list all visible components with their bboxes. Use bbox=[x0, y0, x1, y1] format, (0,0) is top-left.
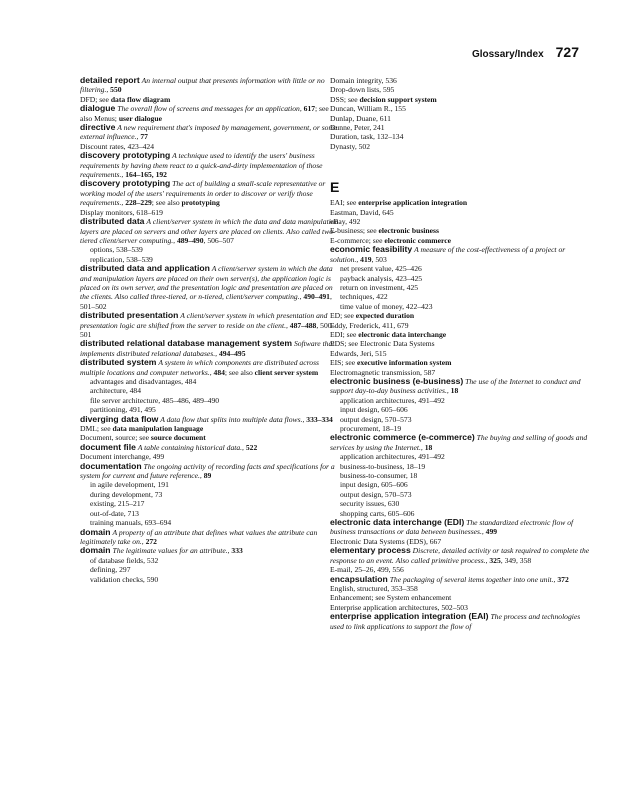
entry-text: Drop-down lists, 595 bbox=[330, 85, 395, 95]
glossary-definition: The overall flow of screens and messages for an application, bbox=[117, 104, 302, 114]
defining-page-ref: 77 bbox=[138, 132, 148, 142]
index-entry bbox=[330, 132, 592, 141]
entry-text: out-of-date, 713 bbox=[90, 508, 139, 518]
defining-page-ref: 484 bbox=[211, 367, 225, 377]
glossary-definition: The use of the Internet to conduct and support day-to-day business activities., bbox=[330, 376, 581, 396]
glossary-definition: A measure of the cost-effectiveness of a project or solution., bbox=[330, 245, 566, 264]
glossary-definition: The packaging of several items together into one unit., bbox=[389, 574, 556, 584]
running-title: Glossary/Index bbox=[471, 49, 544, 60]
index-subentry bbox=[80, 499, 342, 508]
entry-text: ED; see bbox=[330, 311, 354, 321]
index-subentry bbox=[330, 499, 592, 508]
glossary-definition: A technique used to identify the users' business requirements by having them react to a quick-and-dirty implementation of those requirements., bbox=[80, 151, 323, 180]
index-entry bbox=[330, 546, 592, 565]
index-subentry bbox=[80, 396, 342, 405]
entry-text: EDS; see Electronic Data Systems bbox=[330, 339, 435, 349]
index-entry bbox=[330, 142, 592, 151]
index-entry bbox=[330, 575, 592, 584]
index-subentry bbox=[330, 292, 592, 301]
page-refs: , 500–501 bbox=[80, 320, 336, 339]
entry-text: EIS; see bbox=[330, 358, 356, 368]
page-number: 727 bbox=[555, 44, 579, 60]
entry-text: business-to-business, 18–19 bbox=[340, 461, 426, 471]
index-subentry bbox=[80, 565, 342, 574]
index-subentry bbox=[330, 462, 592, 471]
glossary-term: dialogue bbox=[80, 103, 116, 114]
index-entry bbox=[330, 339, 592, 348]
index-entry bbox=[330, 245, 592, 264]
glossary-term: economic feasibility bbox=[330, 244, 413, 255]
glossary-term: distributed data bbox=[80, 216, 145, 227]
defining-page-ref: 18 bbox=[448, 386, 459, 396]
entry-text: DFD; see bbox=[80, 94, 109, 104]
glossary-definition: The ongoing activity of recording facts and specifications for a system for current and future reference., bbox=[80, 461, 335, 481]
glossary-term: encapsulation bbox=[330, 573, 388, 584]
glossary-term: document file bbox=[80, 441, 136, 452]
index-entry bbox=[80, 358, 342, 377]
entry-text: training manuals, 693–694 bbox=[90, 518, 172, 528]
cross-reference: electronic business bbox=[378, 226, 439, 236]
entry-text: application architectures, 491–492 bbox=[340, 452, 445, 462]
defining-page-ref: 490–491 bbox=[301, 292, 330, 302]
defining-page-ref: 89 bbox=[201, 471, 212, 481]
index-subentry bbox=[330, 471, 592, 480]
glossary-definition: An internal output that presents information with little or no filtering., bbox=[80, 76, 325, 95]
entry-text: replication, 538–539 bbox=[90, 254, 153, 264]
entry-text: Display monitors, 618–619 bbox=[80, 207, 163, 217]
index-entry bbox=[80, 462, 342, 481]
entry-text: security issues, 630 bbox=[340, 499, 400, 509]
entry-text: Dunne, Peter, 241 bbox=[330, 123, 385, 133]
entry-text: during development, 73 bbox=[90, 489, 163, 499]
right-column bbox=[330, 76, 592, 631]
defining-page-ref: 272 bbox=[143, 536, 157, 546]
right-column-top-entries bbox=[330, 76, 592, 151]
index-entry bbox=[330, 321, 592, 330]
entry-text: DSS; see bbox=[330, 94, 358, 104]
glossary-definition: Software that implements distributed relational databases., bbox=[80, 339, 335, 358]
glossary-term: electronic business (e-business) bbox=[330, 375, 464, 386]
index-entry bbox=[330, 104, 592, 113]
index-subentry bbox=[80, 480, 342, 489]
index-entry bbox=[330, 95, 592, 104]
glossary-definition: The act of building a small-scale representative or working model of the users' requirements in order to discover or verify those requirements., bbox=[80, 179, 326, 208]
cross-reference: electronic commerce bbox=[384, 235, 451, 245]
index-subentry bbox=[80, 556, 342, 565]
index-subentry bbox=[330, 452, 592, 461]
index-entry bbox=[330, 123, 592, 132]
glossary-definition: The buying and selling of goods and services by using the Internet., bbox=[330, 433, 588, 452]
cross-reference: source document bbox=[150, 433, 206, 443]
index-entry bbox=[80, 546, 342, 555]
entry-text: techniques, 422 bbox=[340, 292, 388, 302]
index-entry bbox=[330, 217, 592, 226]
defining-page-ref: 550 bbox=[108, 85, 122, 95]
index-subentry bbox=[80, 386, 342, 395]
entry-text: Document, source; see bbox=[80, 433, 149, 443]
defining-page-ref: 333–334 bbox=[304, 414, 333, 424]
cross-reference: decision support system bbox=[359, 94, 437, 104]
glossary-term: diverging data flow bbox=[80, 413, 159, 424]
cross-reference: data flow diagram bbox=[110, 94, 171, 104]
page-refs: , 503 bbox=[371, 254, 387, 264]
entry-text: Enterprise application architectures, 502–503 bbox=[330, 602, 468, 612]
glossary-term: distributed data and application bbox=[80, 263, 210, 274]
glossary-term: electronic commerce (e-commerce) bbox=[330, 432, 475, 443]
index-entry bbox=[330, 311, 592, 320]
entry-text: Discount rates, 423–424 bbox=[80, 141, 155, 151]
glossary-definition: A table containing historical data., bbox=[137, 442, 244, 452]
entry-text: net present value, 425–426 bbox=[340, 264, 422, 274]
index-subentry bbox=[330, 490, 592, 499]
index-entry bbox=[330, 593, 592, 602]
index-entry bbox=[80, 217, 342, 245]
index-subentry bbox=[330, 415, 592, 424]
glossary-term: elementary process bbox=[330, 545, 411, 556]
cross-reference: client server system bbox=[254, 367, 319, 377]
entry-text: return on investment, 425 bbox=[340, 282, 419, 292]
right-column-e-entries bbox=[330, 198, 592, 631]
glossary-term: domain bbox=[80, 526, 111, 537]
glossary-term: discovery prototyping bbox=[80, 150, 171, 161]
index-entry bbox=[80, 424, 342, 433]
index-entry bbox=[330, 76, 592, 85]
index-subentry bbox=[80, 575, 342, 584]
entry-text: Electromagnetic transmission, 587 bbox=[330, 367, 436, 377]
page-header bbox=[472, 44, 579, 60]
index-entry bbox=[330, 330, 592, 339]
cross-reference: data manipulation language bbox=[112, 424, 204, 434]
index-entry bbox=[80, 264, 342, 311]
index-subentry bbox=[330, 274, 592, 283]
entry-text: Enhancement; see System enhancement bbox=[330, 593, 452, 603]
index-subentry bbox=[330, 283, 592, 292]
entry-text: E-mail, 25–26, 499, 556 bbox=[330, 565, 404, 575]
index-entry bbox=[80, 339, 342, 358]
entry-text: procurement, 18–19 bbox=[340, 424, 402, 433]
entry-text: existing, 215–217 bbox=[90, 499, 145, 509]
index-entry bbox=[330, 377, 592, 396]
entry-text: input design, 605–606 bbox=[340, 480, 408, 490]
glossary-term: distributed presentation bbox=[80, 310, 179, 321]
page-refs: ; see also bbox=[151, 198, 180, 208]
index-subentry bbox=[80, 377, 342, 386]
cross-reference: electronic data interchange bbox=[358, 329, 447, 339]
index-entry bbox=[330, 85, 592, 94]
index-subentry bbox=[330, 405, 592, 414]
index-entry bbox=[330, 114, 592, 123]
index-entry bbox=[80, 415, 342, 424]
entry-text: E-business; see bbox=[330, 226, 377, 236]
index-entry bbox=[330, 198, 592, 207]
glossary-definition: A system in which components are distributed across multiple locations and computer networks., bbox=[80, 358, 319, 377]
index-entry bbox=[330, 358, 592, 367]
entry-text: shopping carts, 605–606 bbox=[340, 508, 415, 518]
glossary-term: distributed system bbox=[80, 357, 157, 368]
entry-text: options, 538–539 bbox=[90, 245, 143, 255]
section-letter-heading: E bbox=[330, 179, 340, 196]
defining-page-ref: 522 bbox=[243, 442, 258, 452]
entry-text: business-to-consumer, 18 bbox=[340, 471, 418, 481]
glossary-definition: A data flow that splits into multiple data flows., bbox=[160, 414, 305, 424]
index-entry bbox=[330, 612, 592, 631]
glossary-term: documentation bbox=[80, 460, 142, 471]
entry-text: Eastman, David, 645 bbox=[330, 207, 394, 217]
index-entry bbox=[80, 179, 342, 207]
page-refs: ; see also Menus; bbox=[80, 104, 329, 123]
cross-reference: user dialogue bbox=[118, 113, 162, 123]
entry-text: Eddy, Frederick, 411, 679 bbox=[330, 320, 409, 330]
entry-text: defining, 297 bbox=[90, 565, 131, 575]
glossary-definition: The legitimate values for an attribute., bbox=[112, 546, 230, 556]
entry-text: partitioning, 491, 495 bbox=[90, 405, 156, 415]
defining-page-ref: 494–495 bbox=[217, 348, 246, 358]
cross-reference: enterprise application integration bbox=[358, 198, 468, 208]
entry-text: eBay, 492 bbox=[330, 217, 361, 227]
cross-reference: prototyping bbox=[181, 198, 220, 208]
glossary-definition: The process and technologies used to link applications to support the flow of bbox=[330, 612, 581, 631]
entry-text: time value of money, 422–423 bbox=[340, 301, 433, 311]
glossary-term: distributed relational database management system bbox=[80, 338, 293, 349]
defining-page-ref: 325 bbox=[487, 555, 501, 565]
cross-reference: expected duration bbox=[355, 311, 415, 321]
entry-text: EDI; see bbox=[330, 329, 357, 339]
defining-page-ref: 372 bbox=[555, 574, 569, 584]
page-refs: ; see also bbox=[224, 367, 253, 377]
index-subentry bbox=[80, 509, 342, 518]
entry-text: in agile development, 191 bbox=[90, 480, 169, 490]
glossary-definition: The standardized electronic flow of business transactions or data between businesses., bbox=[330, 518, 574, 537]
cross-reference: executive information system bbox=[357, 358, 452, 368]
glossary-term: domain bbox=[80, 545, 111, 556]
entry-text: file server architecture, 485–486, 489–490 bbox=[90, 395, 220, 405]
glossary-definition: A client/server system in which the data and manipulation layers are placed on their own server(s), the application logic is placed on its own server, and the presentation logic and presentation are placed on the clients. Also called three-tiered, or n-tiered, client/server computing., bbox=[80, 264, 333, 302]
index-subentry bbox=[80, 490, 342, 499]
entry-text: output design, 570–573 bbox=[340, 489, 412, 499]
index-entry bbox=[80, 104, 342, 123]
defining-page-ref: 164–165, 192 bbox=[123, 170, 167, 180]
entry-text: payback analysis, 423–425 bbox=[340, 273, 423, 283]
entry-text: of database fields, 532 bbox=[90, 555, 159, 565]
index-entry bbox=[330, 208, 592, 217]
page-refs: , 506–507 bbox=[203, 235, 234, 245]
defining-page-ref: 617 bbox=[301, 104, 316, 114]
index-subentry bbox=[330, 302, 592, 311]
defining-page-ref: 499 bbox=[483, 527, 498, 537]
index-entry bbox=[330, 518, 592, 537]
defining-page-ref: 487–488 bbox=[287, 320, 317, 330]
index-entry bbox=[330, 226, 592, 235]
entry-text: EAI; see bbox=[330, 198, 357, 208]
entry-text: Edwards, Jeri, 515 bbox=[330, 348, 387, 358]
index-entry bbox=[80, 443, 342, 452]
glossary-term: enterprise application integration (EAI) bbox=[330, 611, 489, 622]
entry-text: English, structured, 353–358 bbox=[330, 583, 418, 593]
entry-text: Dynasty, 502 bbox=[330, 141, 371, 151]
index-entry bbox=[330, 433, 592, 452]
glossary-definition: A property of an attribute that defines what values the attribute can legitimately take on., bbox=[80, 527, 318, 546]
index-entry bbox=[330, 349, 592, 358]
entry-text: output design, 570–573 bbox=[340, 414, 412, 424]
index-entry bbox=[80, 76, 342, 95]
index-subentry bbox=[80, 245, 342, 254]
entry-text: E-commerce; see bbox=[330, 235, 383, 245]
entry-text: validation checks, 590 bbox=[90, 574, 159, 584]
entry-text: application architectures, 491–492 bbox=[340, 395, 445, 405]
entry-text: Document interchange, 499 bbox=[80, 452, 165, 462]
index-subentry bbox=[330, 480, 592, 489]
index-entry bbox=[80, 95, 342, 104]
glossary-definition: Discrete, detailed activity or task required to complete the response to an event. Also called primitive process., bbox=[330, 546, 590, 565]
glossary-term: discovery prototyping bbox=[80, 178, 171, 189]
defining-page-ref: 419 bbox=[358, 254, 372, 264]
defining-page-ref: 489–490 bbox=[175, 235, 204, 245]
glossary-definition: A new requirement that's imposed by management, government, or some external influence., bbox=[80, 123, 338, 142]
entry-text: Electronic Data Systems (EDS), 667 bbox=[330, 536, 442, 546]
left-column bbox=[80, 76, 342, 584]
index-entry bbox=[80, 311, 342, 339]
index-entry bbox=[80, 123, 342, 142]
defining-page-ref: 228–229 bbox=[123, 198, 152, 208]
entry-text: architecture, 484 bbox=[90, 386, 142, 396]
defining-page-ref: 18 bbox=[422, 442, 433, 452]
index-entry bbox=[80, 528, 342, 547]
index-subentry bbox=[330, 264, 592, 273]
entry-text: Dunlap, Duane, 611 bbox=[330, 113, 391, 123]
entry-text: DML; see bbox=[80, 424, 111, 434]
entry-text: Duncan, William R., 155 bbox=[330, 104, 406, 114]
entry-text: Domain integrity, 536 bbox=[330, 76, 397, 85]
glossary-term: directive bbox=[80, 122, 116, 133]
index-entry bbox=[80, 151, 342, 179]
defining-page-ref: 333 bbox=[229, 546, 243, 556]
entry-text: Duration, task, 132–134 bbox=[330, 132, 404, 142]
glossary-term: electronic data interchange (EDI) bbox=[330, 517, 465, 528]
entry-text: advantages and disadvantages, 484 bbox=[90, 377, 197, 386]
index-subentry bbox=[80, 518, 342, 527]
entry-text: input design, 605–606 bbox=[340, 405, 408, 415]
glossary-term: detailed report bbox=[80, 75, 140, 85]
index-subentry bbox=[330, 396, 592, 405]
page-refs: , 349, 358 bbox=[500, 555, 532, 565]
index-entry bbox=[330, 584, 592, 593]
glossary-definition: A client/server system in which the data and data manipulation layers are placed on servers and other layers are placed on clients. Also called two-tiered client/server computing., bbox=[80, 217, 339, 245]
page-refs: , 501–502 bbox=[80, 292, 332, 311]
glossary-definition: A client/server system in which presentation and presentation logic are shifted from the server to reside on the client., bbox=[80, 311, 328, 330]
